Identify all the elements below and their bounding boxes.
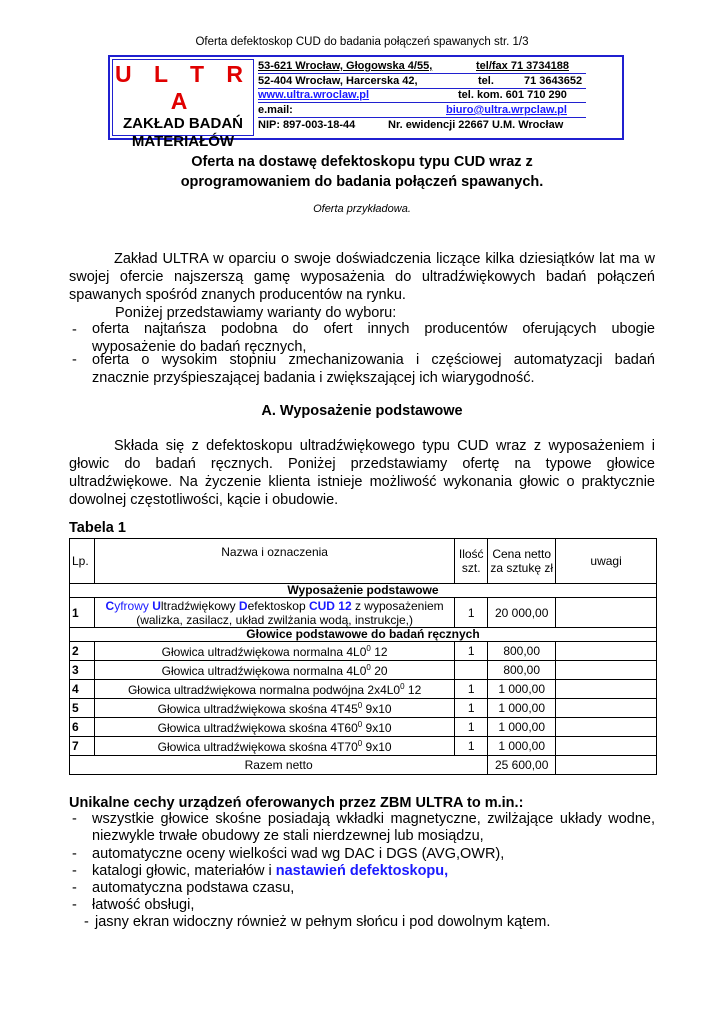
row-price: 800,00: [488, 661, 556, 680]
row-name: Głowica ultradźwiękowa normalna podwójna $2x4L0^0$ 12: [94, 680, 454, 699]
col-notes: uwagi: [556, 539, 657, 584]
bullet-dash: -: [72, 322, 77, 338]
contact-row-3: [258, 88, 586, 103]
logo-line2: MATERIAŁÓW: [131, 133, 235, 150]
bullet-dash: -: [84, 914, 89, 930]
row-notes: [556, 718, 657, 737]
col-name: Nazwa i oznaczenia: [94, 539, 454, 584]
row-notes: [556, 699, 657, 718]
group-row: [70, 584, 657, 598]
row-name: Głowica ultradźwiękowa skośna $4T60^0$ 9x10: [94, 718, 454, 737]
row-notes: [556, 737, 657, 756]
row-price: 1 000,00: [488, 718, 556, 737]
bullet-dash: -: [72, 352, 77, 368]
table-row: [70, 737, 657, 756]
title-line-2: oprogramowaniem do badania połączeń spawanych.: [180, 174, 544, 190]
mobile: tel. kom. 601 710 290: [458, 89, 567, 101]
offer-table: [69, 538, 657, 775]
row-lp: 1: [70, 598, 95, 628]
variant-2-line-b: znacznie przyśpieszającej badania i zwiększającej ich wiarygodność.: [92, 370, 535, 386]
feature-3: katalogi głowic, materiałów i nastawień defektoskopu,: [92, 863, 449, 879]
contact-row-1: [258, 59, 586, 74]
total-row: [70, 756, 657, 775]
row-lp: 6: [70, 718, 95, 737]
row-notes: [556, 680, 657, 699]
row-qty: 1: [455, 642, 488, 661]
row-name: Głowica ultradźwiękowa normalna $4L0^0$ 20: [94, 661, 454, 680]
email-label: e.mail:: [258, 104, 293, 116]
col-price: Cena netto za sztukę zł: [488, 539, 556, 584]
bullet-dash: -: [72, 880, 77, 896]
contact-row-5: [258, 118, 586, 132]
tel: 71 3643652: [524, 75, 583, 87]
logo-name: U L T R A: [114, 61, 252, 114]
table-row: [70, 718, 657, 737]
contact-row-4: [258, 103, 586, 118]
row-qty: 1: [455, 699, 488, 718]
features-heading: Unikalne cechy urządzeń oferowanych przez ZBM ULTRA to m.in.:: [69, 795, 524, 811]
tel-label: tel.: [478, 75, 494, 87]
feature-6: jasny ekran widoczny również w pełnym słońcu i pod dowolnym kątem.: [95, 914, 551, 930]
telfax: tel/fax 71 3734188: [476, 60, 569, 72]
row-price: 1 000,00: [488, 699, 556, 718]
row-lp: 3: [70, 661, 95, 680]
row-name: Głowica ultradźwiękowa skośna $4T70^0$ 9x10: [94, 737, 454, 756]
table-row: [70, 680, 657, 699]
registry: Nr. ewidencji 22667 U.M. Wrocław: [388, 119, 564, 131]
group-manual-probes: Głowice podstawowe do badań ręcznych: [70, 628, 657, 642]
bullet-dash: -: [72, 811, 77, 827]
feature-4: automatyczna podstawa czasu,: [92, 880, 295, 896]
offer-title: [100, 152, 624, 192]
row-name: Cyfrowy Ultradźwiękowy Defektoskop CUD 12 z wyposażeniem (walizka, zasilacz, układ zwilżania wodą, instrukcje,): [94, 598, 454, 628]
row-price: 1 000,00: [488, 737, 556, 756]
col-lp: Lp.: [70, 539, 95, 584]
section-a-paragraph: Składa się z defektoskopu ultradźwiękowego typu CUD wraz z wyposażeniem i głowic do badań ręcznych. Poniżej przedstawiamy ofertę na typowe głowice ultradźwiękowe. Na życzenie klienta istnieje możliwość wykonania głowic o praktycznie dowolnej częstotliwości, kącie i obudowie.: [69, 438, 655, 508]
feature-5: łatwość obsługi,: [92, 897, 195, 913]
row-qty: 1: [455, 598, 488, 628]
table-row: [70, 598, 657, 628]
title-line-1: Oferta na dostawę defektoskopu typu CUD wraz z: [191, 154, 533, 170]
feature-2: automatyczne oceny wielkości wad wg DAC i DGS (AVG,OWR),: [92, 846, 505, 862]
email-link[interactable]: biuro@ultra.wrpclaw.pl: [446, 104, 567, 116]
row-lp: 4: [70, 680, 95, 699]
row-notes: [556, 661, 657, 680]
variants-intro: Poniżej przedstawiamy warianty do wyboru:: [115, 305, 397, 321]
website-link[interactable]: www.ultra.wroclaw.pl: [258, 89, 370, 101]
row-qty: 1: [455, 737, 488, 756]
variant-2-line-a: oferta o wysokim stopniu zmechanizowania i częściowej automatyzacji badań: [92, 352, 655, 368]
group-basic-equipment: Wyposażenie podstawowe: [70, 584, 657, 598]
feature-1-line-a: wszystkie głowice skośne posiadają wkładki magnetyczne, zwilżające układy wodne,: [92, 811, 655, 827]
table-title: Tabela 1: [69, 520, 126, 536]
table-row: [70, 661, 657, 680]
section-a-heading: A. Wyposażenie podstawowe: [261, 403, 463, 419]
company-logo: [112, 59, 254, 150]
row-name: Głowica ultradźwiękowa normalna $4L0^0$ 12: [94, 642, 454, 661]
row-qty: 1: [455, 718, 488, 737]
row-notes: [556, 756, 657, 775]
row-price: 20 000,00: [488, 598, 556, 628]
table-row: [70, 642, 657, 661]
table-row: [70, 699, 657, 718]
row-qty: [455, 661, 488, 680]
logo-line1: ZAKŁAD BADAŃ: [123, 115, 243, 132]
row-lp: 5: [70, 699, 95, 718]
group-row: [70, 628, 657, 642]
offer-subtitle: Oferta przykładowa.: [313, 203, 411, 215]
variant-1-line-b: wyposażenie do badań ręcznych,: [92, 339, 307, 355]
address-2: 52-404 Wrocław, Harcerska 42,: [258, 75, 418, 87]
total-label: Razem netto: [70, 756, 488, 775]
row-qty: 1: [455, 680, 488, 699]
row-name: Głowica ultradźwiękowa skośna $4T45^0$ 9x10: [94, 699, 454, 718]
bullet-dash: -: [72, 863, 77, 879]
row-price: 800,00: [488, 642, 556, 661]
row-lp: 7: [70, 737, 95, 756]
variant-1-line-a: oferta najtańsza podobna do ofert innych producentów oferujących ubogie: [92, 321, 655, 337]
row-notes: [556, 642, 657, 661]
table-header-row: [70, 539, 657, 584]
contact-row-2: [258, 74, 586, 89]
row-lp: 2: [70, 642, 95, 661]
nip: NIP: 897-003-18-44: [258, 119, 356, 131]
intro-paragraph: Zakład ULTRA w oparciu o swoje doświadczenia liczące kilka dziesiątków lat ma w swojej ofercie najszerszą gamę wyposażenia do ultradźwiękowych badań połączeń spawanych spośród znanych producentów na rynku.: [69, 251, 655, 303]
address-1: 53-621 Wrocław, Głogowska 4/55,: [258, 60, 433, 72]
feature-1-line-b: niezwykle trwałe obudowy ze stali nierdzewnej lub mosiądzu,: [92, 828, 484, 844]
bullet-dash: -: [72, 846, 77, 862]
total-value: 25 600,00: [488, 756, 556, 775]
page-header: Oferta defektoskop CUD do badania połączeń spawanych str. 1/3: [195, 36, 529, 48]
col-qty: Ilość szt.: [455, 539, 488, 584]
row-notes: [556, 598, 657, 628]
row-price: 1 000,00: [488, 680, 556, 699]
bullet-dash: -: [72, 897, 77, 913]
